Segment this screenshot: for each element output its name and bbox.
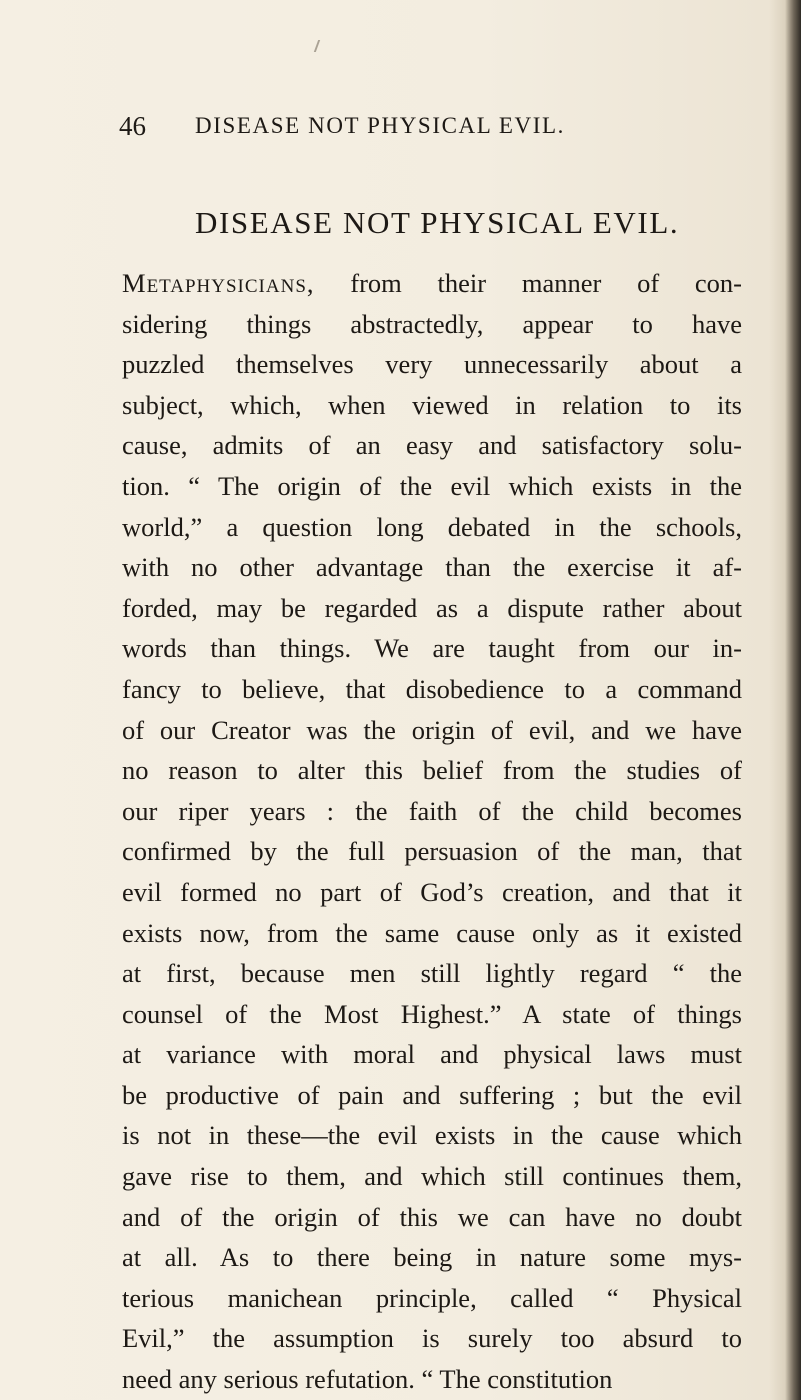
text-line: of our Creator was the origin of evil, and we have [122, 714, 742, 745]
text-line: fancy to believe, that disobedience to a command [122, 673, 742, 704]
text-line: world,” a question long debated in the schools, [122, 511, 742, 542]
running-head [119, 111, 679, 141]
text-line: forded, may be regarded as a dispute rather about [122, 592, 742, 623]
text-line: at variance with moral and physical laws must [122, 1039, 742, 1070]
running-head-title: DISEASE NOT PHYSICAL EVIL. [195, 113, 565, 138]
text-line: tion. “ The origin of the evil which exists in the [122, 470, 742, 501]
text-line: puzzled themselves very unnecessarily about a [122, 349, 742, 380]
text-line: subject, which, when viewed in relation to its [122, 389, 742, 420]
text-line: is not in these—the evil exists in the cause which [122, 1120, 742, 1151]
text-line: need any serious refutation. “ The constitution [122, 1364, 613, 1395]
text-line: and of the origin of this we can have no doubt [122, 1201, 742, 1232]
page-number: 46 [119, 111, 146, 141]
chapter-title: DISEASE NOT PHYSICAL EVIL. [195, 205, 680, 240]
text-line: no reason to alter this belief from the studies of [122, 755, 742, 786]
text-line: gave rise to them, and which still continues them, [122, 1161, 742, 1192]
text-line: counsel of the Most Highest.” A state of things [122, 998, 742, 1029]
text-line: evil formed no part of God’s creation, and that it [122, 876, 742, 907]
page-edge-shadow [785, 0, 801, 1400]
text-line: exists now, from the same cause only as it existed [122, 917, 742, 948]
text-line: sidering things abstractedly, appear to have [122, 308, 742, 339]
opening-word: Metaphysicians, [122, 268, 315, 298]
text-line: confirmed by the full persuasion of the man, that [122, 836, 742, 867]
body-text [122, 263, 742, 1400]
text-line: cause, admits of an easy and satisfactory solu- [122, 430, 742, 461]
text-line [122, 263, 742, 304]
text-line: at all. As to there being in nature some mys- [122, 1242, 742, 1273]
text-line: words than things. We are taught from our in- [122, 633, 742, 664]
text-line: terious manichean principle, called “ Physical [122, 1282, 742, 1313]
text-line: be productive of pain and suffering ; but the evil [122, 1079, 742, 1110]
text-line: with no other advantage than the exercise it af- [122, 552, 742, 583]
text-line: our riper years : the faith of the child becomes [122, 795, 742, 826]
text-line: at first, because men still lightly regard “ the [122, 958, 742, 989]
stray-ink-mark [314, 40, 323, 52]
text-line: Evil,” the assumption is surely too absurd to [122, 1323, 742, 1354]
first-line-rest: from their manner of con- [314, 268, 742, 298]
